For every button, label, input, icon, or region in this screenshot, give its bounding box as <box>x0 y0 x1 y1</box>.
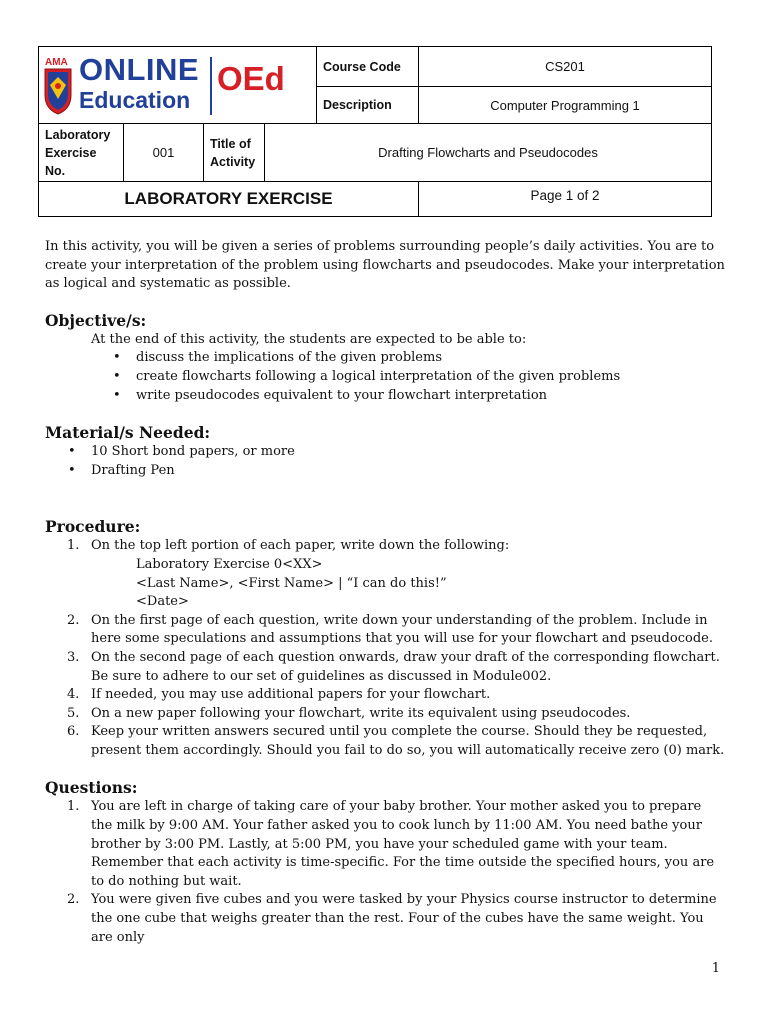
list-number: 4. <box>67 687 80 703</box>
list-text: On the first page of each question, write down your understanding of the problem. Include in here some speculations and assumptions that you will use for your flowchart and pseudocode. <box>91 612 713 647</box>
list-item <box>45 537 725 556</box>
list-item: • 10 Short bond papers, or more <box>45 443 725 462</box>
page-of-indicator: Page 1 of 2 <box>419 182 712 217</box>
logo-divider <box>210 57 212 115</box>
logo-online-text: ONLINE <box>79 52 200 87</box>
svg-text:AMA: AMA <box>45 57 68 68</box>
course-code-value: CS201 <box>419 47 712 87</box>
procedure-heading: Procedure: <box>45 517 141 537</box>
lab-no-label-line2: Exercise <box>45 145 97 160</box>
procedure-sub-line: <Date> <box>136 594 189 610</box>
description-label: Description <box>317 87 419 124</box>
document-body <box>45 238 725 947</box>
list-text: Keep your written answers secured until you complete the course. Should they be requested, present them accordingly. Should you fail to do so, you will automatically receive zero (0) mark. <box>91 724 725 758</box>
list-item <box>45 891 725 947</box>
ama-emblem-icon <box>43 55 73 115</box>
lab-exercise-title: LABORATORY EXERCISE <box>39 182 419 217</box>
logo-cell <box>39 47 317 124</box>
lab-no-value: 001 <box>124 124 204 182</box>
list-item <box>45 686 725 705</box>
list-text: If needed, you may use additional papers for your flowchart. <box>91 687 491 703</box>
list-item <box>45 705 725 724</box>
list-number: 3. <box>67 649 80 665</box>
lab-no-label-line3: No. <box>45 163 66 178</box>
procedure-sub-line: Laboratory Exercise 0<XX> <box>136 556 323 572</box>
list-item: • create flowcharts following a logical interpretation of the given problems <box>45 368 725 387</box>
list-item: • Drafting Pen <box>45 462 725 481</box>
list-text: On the top left portion of each paper, write down the following: <box>91 538 510 554</box>
list-text: On a new paper following your flowchart, write its equivalent using pseudocodes. <box>91 705 631 721</box>
procedure-sub-line: <Last Name>, <First Name> | “I can do this!” <box>136 575 447 591</box>
title-label-line2: Activity <box>210 154 256 169</box>
title-value: Drafting Flowcharts and Pseudocodes <box>265 124 712 182</box>
list-number: 1. <box>67 799 80 815</box>
title-label <box>204 124 265 182</box>
procedure-list-continued <box>45 612 725 761</box>
objectives-list <box>45 349 725 405</box>
list-item <box>45 723 725 760</box>
objectives-heading: Objective/s: <box>45 310 147 330</box>
lab-no-label-line1: Laboratory <box>45 127 111 142</box>
questions-list <box>45 798 725 947</box>
list-number: 5. <box>67 705 80 721</box>
procedure-list <box>45 537 725 556</box>
logo-oed-text: OEd <box>217 60 285 97</box>
list-item <box>45 798 725 891</box>
list-item: • write pseudocodes equivalent to your flowchart interpretation <box>45 387 725 406</box>
list-number: 2. <box>67 892 80 908</box>
lab-no-label <box>39 124 124 182</box>
list-item <box>45 612 725 649</box>
page-number: 1 <box>711 961 720 976</box>
course-code-label: Course Code <box>317 47 419 87</box>
logo <box>39 47 316 123</box>
objectives-lead: At the end of this activity, the students are expected to be able to: <box>91 331 527 347</box>
list-number: 6. <box>67 724 80 740</box>
list-item: • discuss the implications of the given problems <box>45 349 725 368</box>
logo-education-text: Education <box>79 87 191 113</box>
intro-paragraph: In this activity, you will be given a series of problems surrounding people’s daily activities. You are to create your interpretation of the problem using flowcharts and pseudocodes. Make your interpretation as logical and systematic as possible. <box>45 239 725 292</box>
header-table <box>38 46 712 217</box>
list-number: 1. <box>67 538 80 554</box>
list-text: You were given five cubes and you were tasked by your Physics course instructor to determine the one cube that weighs greater than the rest. Four of the cubes have the same weight. You are only <box>91 892 717 945</box>
list-number: 2. <box>67 612 80 628</box>
description-value: Computer Programming 1 <box>419 87 712 124</box>
materials-list <box>45 443 725 480</box>
list-item <box>45 649 725 686</box>
list-text: You are left in charge of taking care of your baby brother. Your mother asked you to prepare the milk by 9:00 AM. Your father asked you to cook lunch by 11:00 AM. You need bathe your brother by 3:00 PM. Lastly, at 5:00 PM, you have your scheduled game with your team. Remember that each activity is time-specific. For the time outside the specified hours, you are to do nothing but wait. <box>91 799 715 889</box>
list-text: On the second page of each question onwards, draw your draft of the corresponding flowchart. Be sure to adhere to our set of guidelines as discussed in Module002. <box>91 649 720 684</box>
materials-heading: Material/s Needed: <box>45 423 211 443</box>
questions-heading: Questions: <box>45 778 138 798</box>
title-label-line1: Title of <box>210 136 251 151</box>
